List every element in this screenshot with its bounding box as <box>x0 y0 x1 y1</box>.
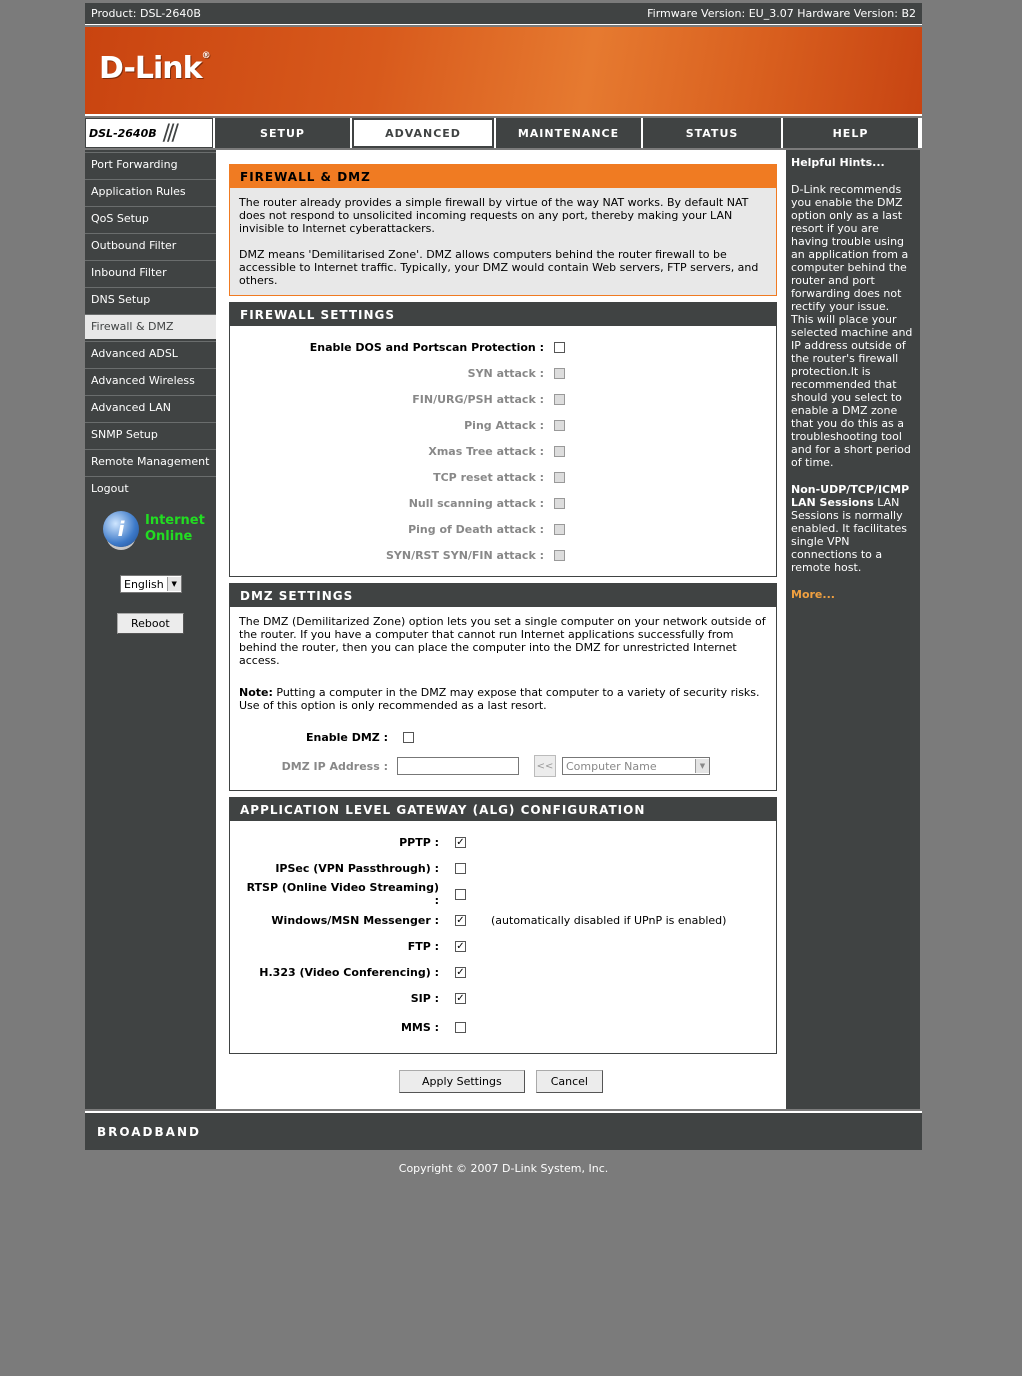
alg-ipsec-checkbox[interactable] <box>455 863 466 874</box>
reboot-button[interactable]: Reboot <box>117 613 184 634</box>
main-navigation <box>85 118 922 148</box>
alg-panel <box>229 797 777 1054</box>
dropdown-arrow-icon: ▼ <box>167 577 181 591</box>
intro-paragraph-1: The router already provides a simple firewall by virtue of the way NAT works. By default NAT does not respond to unsolicited incoming requests on any port, thereby making your LAN invisible to Internet cyberattackers. <box>239 196 749 235</box>
alg-pptp-checkbox[interactable]: ✓ <box>456 836 465 848</box>
alg-ipsec-label: IPSec (VPN Passthrough) : <box>275 861 439 875</box>
help-more-link[interactable]: More... <box>791 588 835 601</box>
help-title: Helpful Hints... <box>791 156 885 169</box>
sidebar-item-outbound-filter[interactable]: Outbound Filter <box>85 233 216 258</box>
firewall-settings-panel <box>229 302 777 577</box>
apply-settings-button[interactable]: Apply Settings <box>399 1070 525 1093</box>
dlink-logo: D-Link® <box>99 51 210 86</box>
dmz-ip-input[interactable] <box>397 757 519 775</box>
fin-urg-psh-label: FIN/URG/PSH attack : <box>412 392 544 406</box>
alg-sip-checkbox[interactable]: ✓ <box>456 992 465 1004</box>
alg-ftp-label: FTP : <box>407 939 439 953</box>
sidebar <box>85 150 216 1109</box>
copyright: Copyright © 2007 D-Link System, Inc. <box>398 1162 609 1175</box>
xmas-tree-label: Xmas Tree attack : <box>428 444 544 458</box>
main-content <box>216 150 786 1109</box>
dmz-settings-panel <box>229 583 777 791</box>
dos-protection-checkbox[interactable] <box>554 342 565 353</box>
sidebar-item-port-forwarding[interactable]: Port Forwarding <box>85 152 216 177</box>
footer-bar <box>85 1111 922 1150</box>
help-paragraph-1: D-Link recommends you enable the DMZ option only as a last resort if you are having trouble using an application from a computer behind the router and port forwarding does not rectify your issue. This will place your selected machine and IP address outside of the router's firewall protection.It is recommended that should you select to enable a DMZ zone that you do this as a troubleshooting tool and for a short period of time. <box>791 183 913 469</box>
model-name: DSL-2640B <box>89 126 157 140</box>
sidebar-item-advanced-adsl[interactable]: Advanced ADSL <box>85 341 216 366</box>
alg-sip-label: SIP : <box>410 991 439 1005</box>
tab-help[interactable]: HELP <box>783 118 918 148</box>
null-scanning-label: Null scanning attack : <box>408 496 544 510</box>
syn-attack-checkbox[interactable] <box>554 368 565 379</box>
intro-panel <box>229 164 777 296</box>
copy-ip-button[interactable]: << <box>534 755 556 777</box>
tcp-reset-checkbox[interactable] <box>554 472 565 483</box>
footer-brand: BROADBAND <box>97 1124 201 1139</box>
ping-attack-label: Ping Attack : <box>464 418 544 432</box>
xmas-tree-checkbox[interactable] <box>554 446 565 457</box>
help-paragraph-2: Non-UDP/TCP/ICMP LAN Sessions LAN Sessions is normally enabled. It facilitates single VPN connections to a remote host. <box>791 483 910 574</box>
alg-rtsp-checkbox[interactable] <box>455 889 466 900</box>
status-line-1: Internet <box>145 513 205 528</box>
language-select[interactable]: English ▼ <box>120 575 182 593</box>
dmz-settings-title: DMZ SETTINGS <box>230 584 776 607</box>
intro-title: FIREWALL & DMZ <box>230 165 776 188</box>
sidebar-item-advanced-lan[interactable]: Advanced LAN <box>85 395 216 420</box>
dmz-ip-label: DMZ IP Address : <box>281 759 388 773</box>
tab-status[interactable]: STATUS <box>643 118 781 148</box>
help-panel <box>786 150 920 1109</box>
dmz-description: The DMZ (Demilitarized Zone) option lets you set a single computer on your network outside of the router. If you have a computer that cannot run Internet applications successfully from behind the router, then you can place the computer into the DMZ for unrestricted Internet access. <box>239 615 766 667</box>
internet-status <box>85 503 216 547</box>
top-info-bar <box>85 3 922 25</box>
alg-h323-label: H.323 (Video Conferencing) : <box>259 965 439 979</box>
ping-of-death-label: Ping of Death attack : <box>408 522 544 536</box>
syn-rst-checkbox[interactable] <box>554 550 565 561</box>
alg-h323-checkbox[interactable]: ✓ <box>456 966 465 978</box>
computer-name-select[interactable]: Computer Name ▼ <box>562 757 710 775</box>
alg-ftp-checkbox[interactable]: ✓ <box>456 940 465 952</box>
banner <box>85 27 922 116</box>
tcp-reset-label: TCP reset attack : <box>433 470 544 484</box>
sidebar-item-application-rules[interactable]: Application Rules <box>85 179 216 204</box>
router-page <box>85 3 922 1175</box>
enable-dmz-checkbox[interactable] <box>403 732 414 743</box>
firewall-settings-title: FIREWALL SETTINGS <box>230 303 776 326</box>
alg-mms-label: MMS : <box>400 1020 439 1034</box>
sidebar-item-dns-setup[interactable]: DNS Setup <box>85 287 216 312</box>
sidebar-item-qos-setup[interactable]: QoS Setup <box>85 206 216 231</box>
ping-attack-checkbox[interactable] <box>554 420 565 431</box>
null-scanning-checkbox[interactable] <box>554 498 565 509</box>
tab-advanced[interactable]: ADVANCED <box>352 118 494 148</box>
dropdown-arrow-icon: ▼ <box>695 759 709 773</box>
product-label: Product: DSL-2640B <box>91 7 201 20</box>
intro-paragraph-2: DMZ means 'Demilitarised Zone'. DMZ allows computers behind the router firewall to be accessible to Internet traffic. Typically, your DMZ would contain Web servers, FTP servers, and others. <box>239 248 759 287</box>
syn-rst-label: SYN/RST SYN/FIN attack : <box>385 548 544 562</box>
model-badge <box>85 118 213 148</box>
sidebar-item-logout[interactable]: Logout <box>85 476 216 501</box>
fin-urg-psh-checkbox[interactable] <box>554 394 565 405</box>
enable-dmz-label: Enable DMZ : <box>306 730 388 744</box>
status-line-2: Online <box>145 529 193 544</box>
tab-maintenance[interactable]: MAINTENANCE <box>496 118 641 148</box>
dmz-note: Note: Putting a computer in the DMZ may expose that computer to a variety of security risks. Use of this option is only recommended as a last resort. <box>239 686 760 712</box>
sidebar-item-snmp-setup[interactable]: SNMP Setup <box>85 422 216 447</box>
firmware-label: Firmware Version: EU_3.07 Hardware Version: B2 <box>647 7 916 20</box>
alg-msn-checkbox[interactable]: ✓ <box>456 914 465 926</box>
dos-protection-label: Enable DOS and Portscan Protection : <box>309 340 544 354</box>
form-actions <box>229 1070 786 1093</box>
alg-pptp-label: PPTP : <box>399 835 439 849</box>
alg-msn-label: Windows/MSN Messenger : <box>271 913 439 927</box>
alg-mms-checkbox[interactable] <box>455 1022 466 1033</box>
syn-attack-label: SYN attack : <box>467 366 544 380</box>
sidebar-item-remote-management[interactable]: Remote Management <box>85 449 216 474</box>
tab-setup[interactable]: SETUP <box>215 118 350 148</box>
sidebar-item-inbound-filter[interactable]: Inbound Filter <box>85 260 216 285</box>
cancel-button[interactable]: Cancel <box>536 1070 603 1093</box>
sidebar-item-advanced-wireless[interactable]: Advanced Wireless <box>85 368 216 393</box>
internet-globe-icon: i <box>103 511 139 547</box>
sidebar-item-firewall-dmz[interactable]: Firewall & DMZ <box>85 314 216 339</box>
ping-of-death-checkbox[interactable] <box>554 524 565 535</box>
slashes-icon: /// <box>162 120 176 146</box>
alg-title: APPLICATION LEVEL GATEWAY (ALG) CONFIGURATION <box>230 798 776 821</box>
alg-rtsp-label: RTSP (Online Video Streaming) : <box>246 881 439 907</box>
alg-msn-note: (automatically disabled if UPnP is enabled) <box>491 913 727 927</box>
